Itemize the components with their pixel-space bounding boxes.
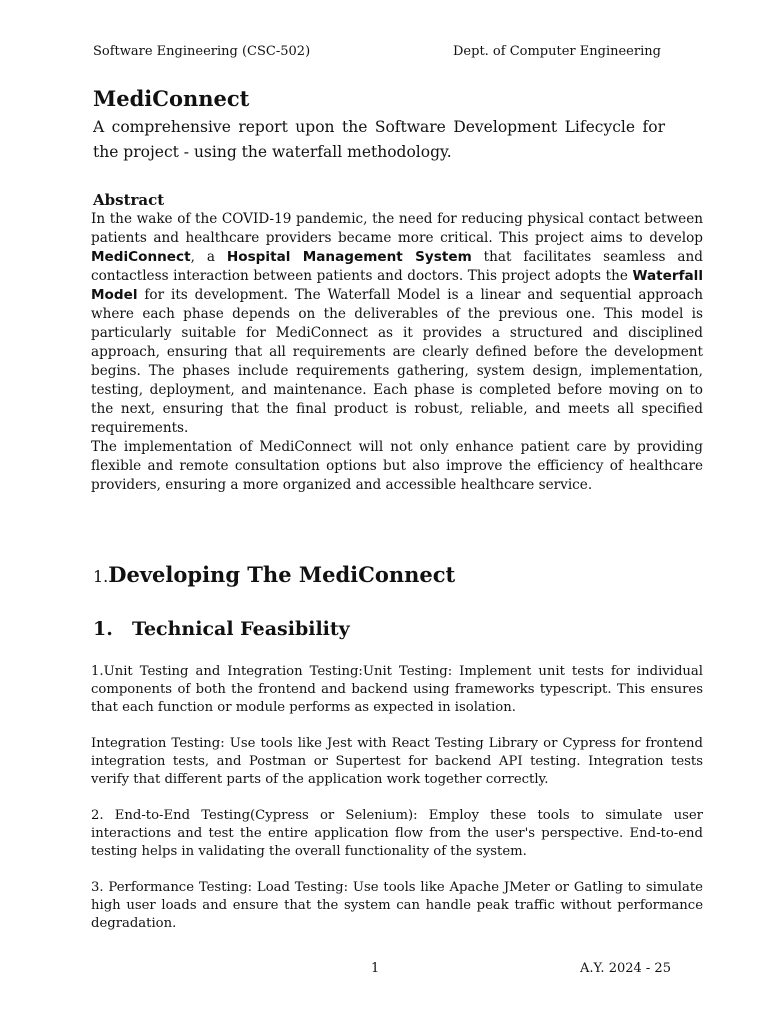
- subsection-heading: 1. Technical Feasibility: [93, 618, 350, 640]
- header-course: Software Engineering (CSC-502): [93, 44, 311, 59]
- academic-year: A.Y. 2024 - 25: [580, 961, 671, 976]
- abstract-paragraph-2: The implementation of MediConnect will not only enhance patient care by providing flexible and remote consultation options but also improve the efficiency of healthcare providers, ensuring a more organized and accessible healthcare service.: [91, 439, 703, 493]
- performance-testing-paragraph: 3. Performance Testing: Load Testing: Use tools like Apache JMeter or Gatling to simulate high user loads and ensure that the system can handle peak traffic without performance degradation.: [91, 880, 703, 931]
- unit-testing-paragraph: 1.Unit Testing and Integration Testing:Unit Testing: Implement unit tests for individual components of both the frontend and backend using frameworks typescript. This ensures that each function or module performs as expected in isolation.: [91, 664, 703, 715]
- document-title: MediConnect: [93, 86, 250, 111]
- header-department: Dept. of Computer Engineering: [453, 44, 661, 59]
- abstract-paragraph-1: In the wake of the COVID-19 pandemic, the need for reducing physical contact between patients and healthcare providers became more critical. This project aims to develop MediConnect, a Hospital Management System that facilitates seamless and contactless interaction between patients and doctors. This project adopts the Waterfall Model for its development. The Waterfall Model is a linear and sequential approach where each phase depends on the deliverables of the previous one. This model is particularly suitable for MediConnect as it provides a structured and disciplined approach, ensuring that all requirements are clearly defined before the development begins. The phases include requirements gathering, system design, implementation, testing, deployment, and maintenance. Each phase is completed before moving on to the next, ensuring that the final product is robust, reliable, and meets all specified requirements.: [91, 211, 703, 436]
- integration-testing-paragraph: Integration Testing: Use tools like Jest with React Testing Library or Cypress for frontend integration tests, and Postman or Supertest for backend API testing. Integration tests verify that different parts of the application work together correctly.: [91, 736, 703, 787]
- abstract-body: [91, 210, 703, 495]
- document-subtitle: A comprehensive report upon the Software Development Lifecycle for the project - using the waterfall methodology.: [93, 118, 665, 161]
- end-to-end-testing-paragraph: 2. End-to-End Testing(Cypress or Selenium): Employ these tools to simulate user interactions and test the entire application flow from the user's perspective. End-to-end testing helps in validating the overall functionality of the system.: [91, 808, 703, 859]
- abstract-heading: Abstract: [93, 191, 165, 209]
- page-number: 1: [371, 961, 380, 976]
- section-heading: 1.Developing The MediConnect: [93, 562, 456, 587]
